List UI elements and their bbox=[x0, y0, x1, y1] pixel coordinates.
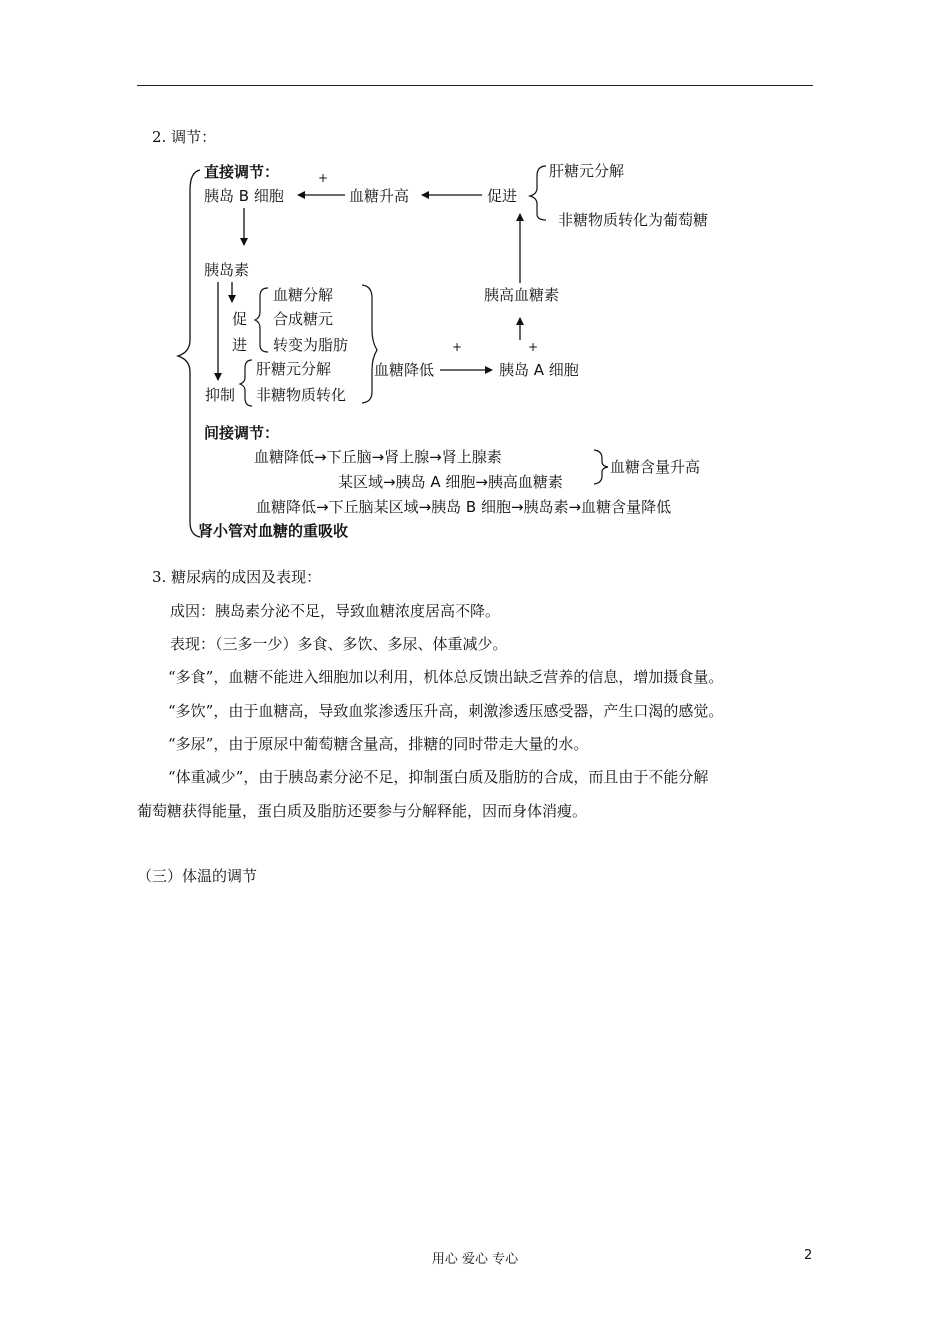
blood-sugar-fall-label: 血糖降低 bbox=[374, 361, 435, 379]
symptom-drink: “多饮”，由于血糖高，导致血浆渗透压升高，刺激渗透压感受器，产生口渴的感觉。 bbox=[168, 702, 724, 720]
blood-sugar-rise-label: 血糖升高 bbox=[349, 187, 410, 205]
main-brace bbox=[178, 170, 200, 537]
right-bracket bbox=[362, 285, 377, 403]
indirect-line-2: 某区域→胰岛 A 细胞→胰高血糖素 bbox=[338, 473, 563, 491]
promote-char-1: 促 bbox=[232, 310, 248, 328]
symptom-eat: “多食”，血糖不能进入细胞加以利用，机体总反馈出缺乏营养的信息，增加摄食量。 bbox=[168, 668, 724, 686]
promote-label: 促进 bbox=[487, 187, 518, 205]
footer-text: 用心 爱心 专心 bbox=[431, 1252, 519, 1267]
diabetes-cause: 成因：胰岛素分泌不足，导致血糖浓度居高不降。 bbox=[170, 602, 501, 620]
diabetes-symptoms: 表现：（三多一少）多食、多饮、多尿、体重减少。 bbox=[170, 635, 508, 653]
section-2-heading: 2. 调节： bbox=[152, 128, 217, 146]
blood-sugar-decomp-label: 血糖分解 bbox=[273, 286, 334, 304]
plus-sign-1: + bbox=[318, 171, 329, 185]
page-number: 2 bbox=[804, 1248, 813, 1263]
glucagon-label: 胰高血糖素 bbox=[484, 286, 560, 304]
to-fat-label: 转变为脂肪 bbox=[273, 336, 349, 354]
nonsugar-to-glucose-label: 非糖物质转化为葡萄糖 bbox=[558, 211, 709, 229]
kidney-reabsorption-label: 肾小管对血糖的重吸收 bbox=[198, 522, 349, 540]
inhibit-label: 抑制 bbox=[205, 386, 236, 404]
promote-brace bbox=[530, 166, 546, 220]
direct-regulation-title: 直接调节： bbox=[204, 163, 280, 181]
glycogenolysis-2-label: 肝糖元分解 bbox=[256, 360, 332, 378]
symptom-weight-line-2: 葡萄糖获得能量，蛋白质及脂肪还要参与分解释能，因而身体消瘦。 bbox=[137, 802, 588, 820]
synth-glycogen-label: 合成糖元 bbox=[273, 310, 334, 328]
plus-sign-3: + bbox=[528, 340, 539, 354]
inhibit-small-brace bbox=[240, 360, 252, 406]
indirect-brace bbox=[594, 450, 608, 484]
promote-small-brace bbox=[255, 288, 268, 352]
indirect-line-3: 血糖降低→下丘脑某区域→胰岛 B 细胞→胰岛素→血糖含量降低 bbox=[256, 498, 672, 516]
indirect-regulation-title: 间接调节： bbox=[204, 424, 280, 442]
section-temperature-heading: （三）体温的调节 bbox=[137, 867, 258, 885]
plus-sign-2: + bbox=[452, 340, 463, 354]
nonsugar-conv-label: 非糖物质转化 bbox=[256, 386, 347, 404]
promote-char-2: 进 bbox=[232, 336, 248, 354]
glycogenolysis-label: 肝糖元分解 bbox=[549, 162, 625, 180]
islet-a-cell-label: 胰岛 A 细胞 bbox=[499, 361, 579, 379]
symptom-urine: “多尿”，由于原尿中葡萄糖含量高，排糖的同时带走大量的水。 bbox=[168, 735, 589, 753]
indirect-line-1: 血糖降低→下丘脑→肾上腺→肾上腺素 bbox=[254, 448, 502, 466]
section-3-heading: 3. 糖尿病的成因及表现： bbox=[152, 568, 322, 586]
indirect-result-rise: 血糖含量升高 bbox=[610, 458, 701, 476]
symptom-weight-line-1: “体重减少”，由于胰岛素分泌不足，抑制蛋白质及脂肪的合成，而且由于不能分解 bbox=[168, 768, 709, 786]
insulin-label: 胰岛素 bbox=[204, 261, 250, 279]
islet-b-cell-label: 胰岛 B 细胞 bbox=[204, 187, 284, 205]
